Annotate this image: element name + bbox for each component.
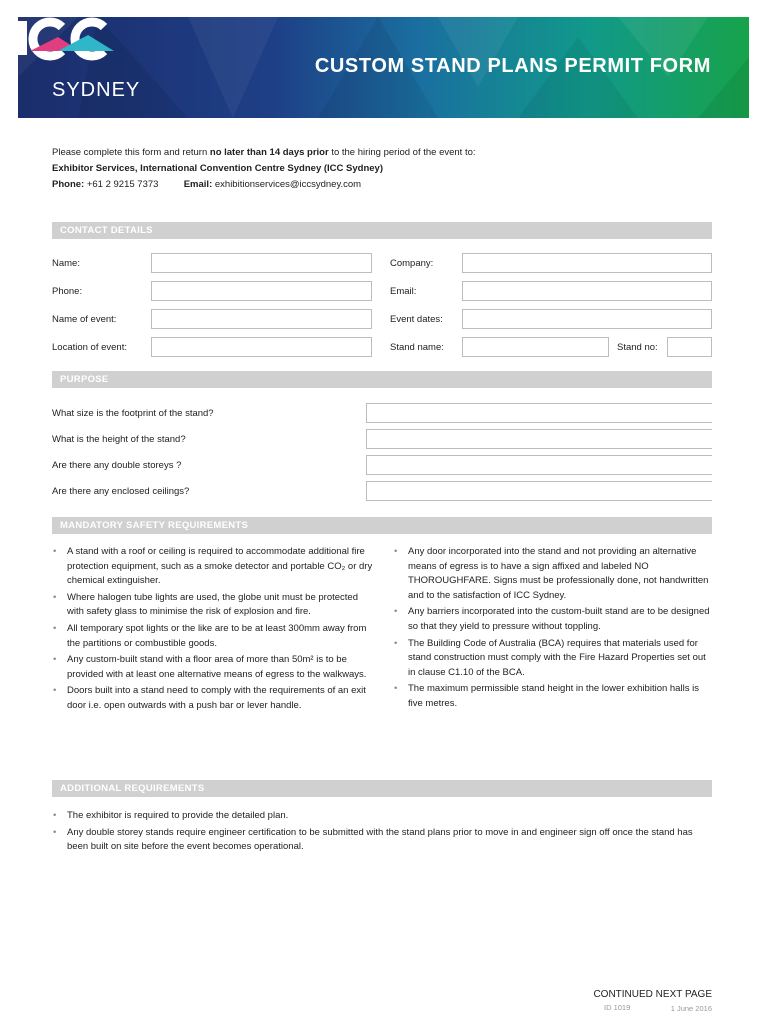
list-item: • Where halogen tube lights are used, the globe unit must be protected with safety glass to minimise the risk of explosion and fire.: [53, 591, 373, 620]
event-name-field[interactable]: [151, 309, 372, 329]
name-field[interactable]: [151, 253, 372, 273]
purpose-heading: PURPOSE: [52, 371, 712, 388]
stand-no-label: Stand no:: [617, 342, 658, 353]
stand-name-field[interactable]: [462, 337, 609, 357]
footprint-field[interactable]: [366, 403, 712, 423]
stand-no-field[interactable]: [667, 337, 712, 357]
list-item: • Any barriers incorporated into the custom-built stand are to be designed so that they yield to pressure without toppling.: [394, 605, 712, 634]
name-label: Name:: [52, 258, 80, 269]
list-item: • The maximum permissible stand height in the lower exhibition halls is five metres.: [394, 682, 712, 711]
page-title: CUSTOM STAND PLANS PERMIT FORM: [314, 55, 711, 77]
location-field[interactable]: [151, 337, 372, 357]
height-field[interactable]: [366, 429, 712, 449]
question-double-storeys: Are there any double storeys ?: [52, 460, 182, 471]
logo-sydney-text: SYDNEY: [52, 79, 141, 101]
continued-next-page: CONTINUED NEXT PAGE: [593, 989, 712, 1000]
company-field[interactable]: [462, 253, 712, 273]
event-dates-label: Event dates:: [390, 314, 443, 325]
safety-list-right: [394, 545, 712, 714]
phone-number: +61 2 9215 7373: [86, 179, 159, 190]
list-item: • All temporary spot lights or the like are to be at least 300mm away from the partitions or combustible goods.: [53, 622, 373, 651]
email-link[interactable]: exhibitionservices@iccsydney.com: [214, 179, 362, 190]
list-item: • Any door incorporated into the stand and not providing an alternative means of egress is to have a sign affixed and labeled NO THOROUGHFARE. Signs must be professionally done, not handwritten and to the satisfaction of ICC Sydney.: [394, 545, 712, 603]
double-storeys-field[interactable]: [366, 455, 712, 475]
safety-list-left: [53, 545, 373, 716]
phone-field[interactable]: [151, 281, 372, 301]
list-item: • The Building Code of Australia (BCA) requires that materials used for stand construction must comply with the Fire Hazard Properties set out in clause C1.10 of the BCA.: [394, 637, 712, 681]
location-label: Location of event:: [52, 342, 127, 353]
question-height: What is the height of the stand?: [52, 434, 186, 445]
header-banner: [18, 17, 749, 118]
list-item: • Any custom-built stand with a floor area of more than 50m² is to be provided with at least one alternative means of egress to the walkways.: [53, 653, 373, 682]
company-label: Company:: [390, 258, 434, 269]
question-enclosed-ceilings: Are there any enclosed ceilings?: [52, 486, 190, 497]
email-field[interactable]: [462, 281, 712, 301]
email-label: Email:: [390, 286, 417, 297]
intro-block: [52, 145, 712, 193]
list-item: • Doors built into a stand need to comply with the requirements of an exit door i.e. open outwards with a push bar or lever handle.: [53, 684, 373, 713]
intro-contact: Phone: +61 2 9215 7373 Email: exhibitionservices@iccsydney.com: [52, 179, 362, 190]
list-item: • Any double storey stands require engineer certification to be submitted with the stand plans prior to move in and engineer sign off once the stand has been built on site before the event becomes operational.: [53, 826, 713, 855]
document-date: 1 June 2016: [670, 1004, 712, 1013]
safety-heading: MANDATORY SAFETY REQUIREMENTS: [52, 517, 712, 534]
question-footprint: What size is the footprint of the stand?: [52, 408, 214, 419]
document-id: ID 1019: [604, 1003, 631, 1012]
list-item: • The exhibitor is required to provide the detailed plan.: [53, 809, 713, 824]
additional-list: [53, 809, 713, 857]
enclosed-ceilings-field[interactable]: [366, 481, 712, 501]
event-name-label: Name of event:: [52, 314, 117, 325]
list-item: • A stand with a roof or ceiling is required to accommodate additional fire protection equipment, such as a smoke detector and portable CO₂ or dry chemical extinguisher.: [53, 545, 373, 589]
intro-line: Please complete this form and return no later than 14 days prior to the hiring period of the event to:: [52, 147, 476, 158]
contact-details-heading: CONTACT DETAILS: [52, 222, 712, 239]
intro-org: Exhibitor Services, International Convention Centre Sydney (ICC Sydney): [52, 163, 383, 174]
additional-heading: ADDITIONAL REQUIREMENTS: [52, 780, 712, 797]
phone-label: Phone:: [52, 286, 83, 297]
stand-name-label: Stand name:: [390, 342, 444, 353]
event-dates-field[interactable]: [462, 309, 712, 329]
